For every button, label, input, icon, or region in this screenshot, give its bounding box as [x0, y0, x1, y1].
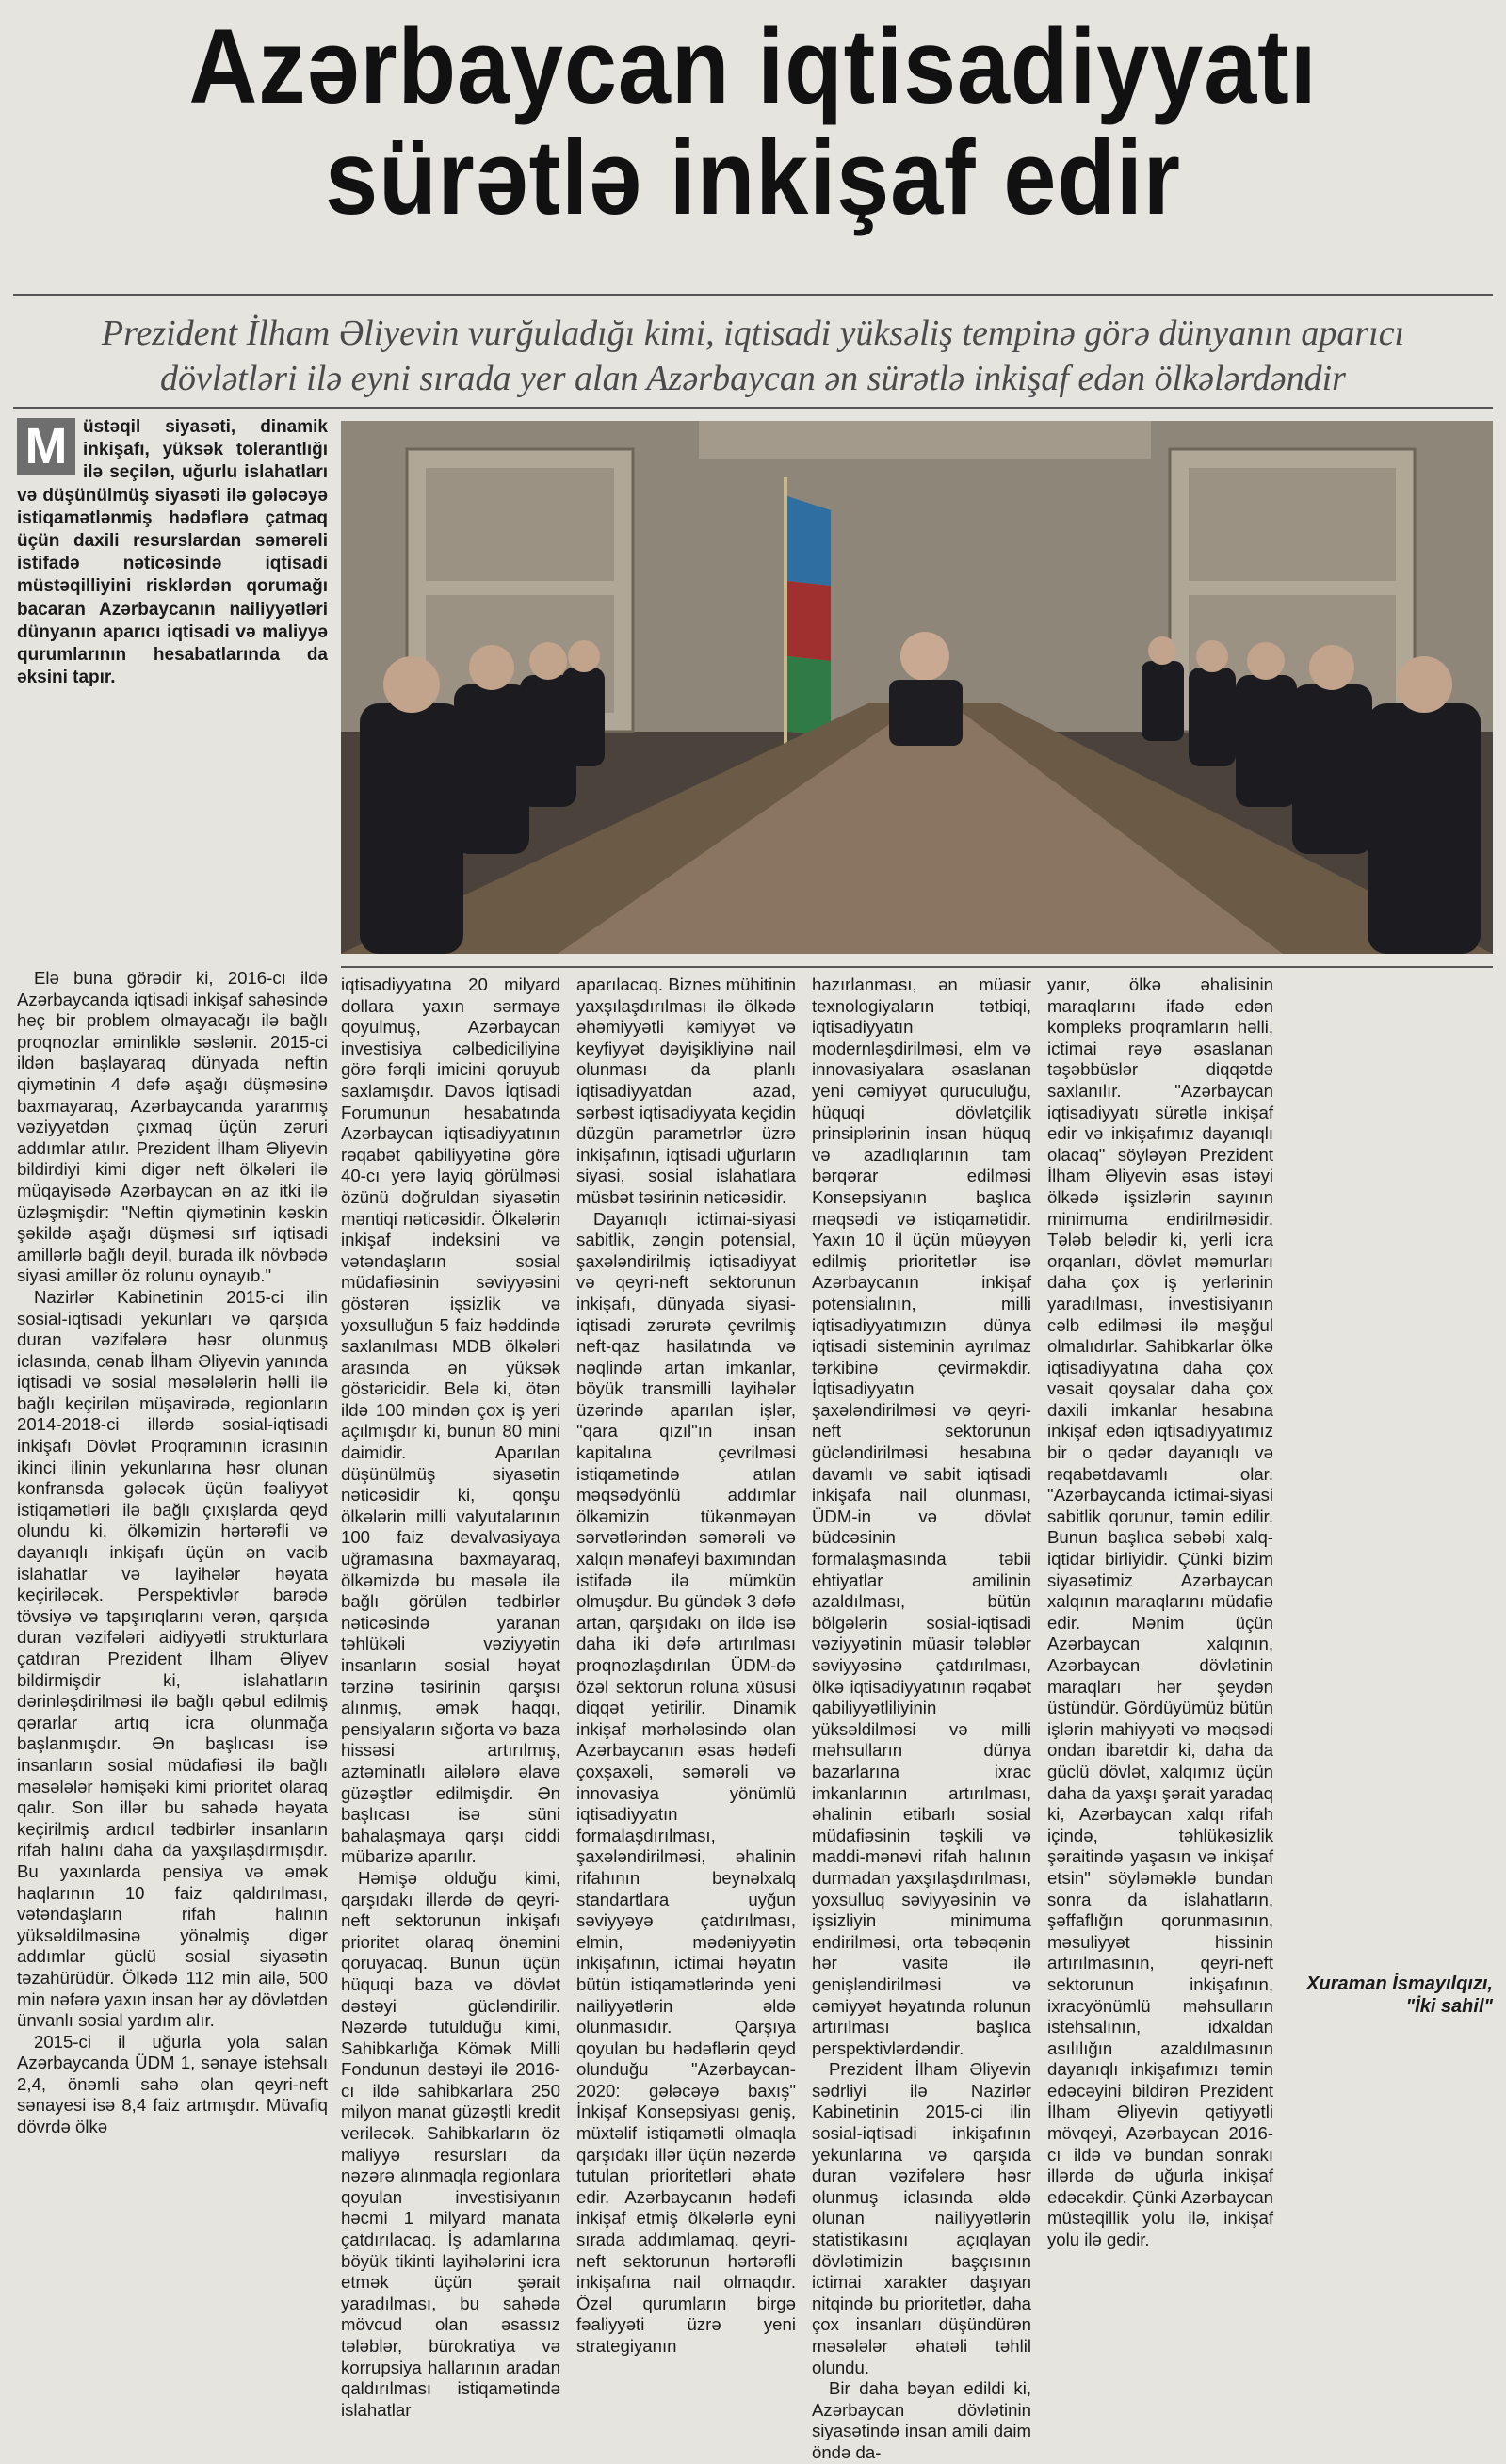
- photo-divider: [341, 966, 1493, 968]
- author-name: Xuraman İsmayılqızı,: [1306, 1973, 1493, 1994]
- top-divider: [13, 294, 1493, 296]
- lead-paragraph: [17, 416, 328, 689]
- column-4-paragraph-1: hazırlanması, ən müasir texnologiyaların tətbiqi, iqtisadiyyatın modernləşdirilməsi, elm və innovasiyalara əsaslanan yeni cəmiyyət quruculuğu, hüquqi dövlətçilik prinsiplərinin insan hüquq və azadlıqlarının tam bərqərar edilməsi Konsepsiyanın başlıca məqsədi və istiqamətidir. Yaxın 10 il üçün müəyyən edilmiş prioritetlər isə Azərbaycanın inkişaf potensialının, milli iqtisadiyyatımızın dünya iqtisadi sisteminin ayrılmaz tərkibinə çevirməkdir. İqtisadiyyatın şaxələndirilməsi və qeyri-neft sektorunun gücləndirilməsi hesabına davamlı və sabit iqtisadi inkişafa nail olunması, ÜDM-in və dövlət büdcəsinin formalaşmasında təbii ehtiyatlar amilinin azaldılması, bütün bölgələrin sosial-iqtisadi vəziyyətinin müasir tələblər səviyyəsinə çatdırılması, ölkə iqtisadiyyatının rəqabət qabiliyyətliliyinin yüksəldilməsi və milli məhsulların dünya bazarlarına ixrac imkanlarının artırılması, əhalinin etibarlı sosial müdafiəsinin təşkili və maddi-mənəvi rifah halının durmadan yaxşılaşdırılması, yoxsulluq səviyyəsinin və işsizliyin minimuma endirilməsi, orta təbəqənin hər vasitə ilə genişləndirilməsi və cəmiyyət həyatında rolunun artırılması başlıca perspektivlərdəndir.: [812, 974, 1031, 2058]
- subheadline: [19, 311, 1487, 401]
- column-2-paragraph-1: iqtisadiyyatına 20 milyard dollara yaxın sərmayə qoyulmuş, Azərbaycan investisiya cəlbediciliyinə görə fərqli imicini qoruyub saxlamışdır. Davos İqtisadi Forumunun hesabatında Azərbaycan iqtisadiyyatının rəqabət qabiliyyətinə görə 40-cı yerə layiq görülməsi özünü doğruldan siyasətin məntiqi nəticəsidir. Ölkələrin inkişaf indeksini və vətəndaşların sosial müdafiəsinin səviyyəsini göstərən işsizlik və yoxsulluğun 5 faiz həddində saxlanılması MDB ölkələri arasında ən yüksək göstəricidir. Belə ki, ötən ildə 100 mindən çox iş yeri açılmışdır ki, bunun 80 mini daimidir. Aparılan düşünülmüş siyasətin nəticəsidir ki, qonşu ölkələrin milli valyutalarının 100 faiz devalvasiyaya uğramasına baxmayaraq, ölkəmizdə bu məsələ ilə bağlı görülən tədbirlər nəticəsində yaranan təhlükəli vəziyyətin insanların sosial həyat tərzinə təsirinin qarşısı alınmış, əmək haqqı, pensiyaların sığorta və baza hissəsi artırılmış, aztəminatlı ailələrə əlavə güzəştlər edilmişdir. Ən başlıcası isə süni bahalaşmaya qarşı ciddi mübarizə aparılır.: [341, 974, 560, 1867]
- headline-line-1: Azərbaycan iqtisadiyyatı: [188, 8, 1318, 125]
- column-2-paragraph-2: Həmişə olduğu kimi, qarşıdakı illərdə də qeyri-neft sektorunun inkişafı prioritet olaraq önəmini qoruyacaq. Bunun üçün hüquqi baza və dövlət dəstəyi gücləndirilir. Nəzərdə tutulduğu kimi, Sahibkarlığa Kömək Milli Fondunun dəstəyi ilə 2016-cı ildə sahibkarlara 250 milyon manat güzəştli kredit veriləcək. Sahibkarların öz maliyyə resursları da nəzərə alınmaqla regionlara qoyulan investisiyanın həcmi 1 milyard manata çatdırılacaq. İş adamlarına böyük tikinti layihələrini icra etmək üçün şərait yaradılması, bu sahədə mövcud olan əsassız tələblər, bürokratiya və korrupsiya hallarının aradan qaldırılması istiqamətində islahatlar: [341, 1867, 560, 2420]
- column-1-paragraph-2: Nazirlər Kabinetinin 2015-ci ilin sosial-iqtisadi yekunları və qarşıda duran vəzifələrə həsr olunmuş iclasında, cənab İlham Əliyevin yanında iqtisadi və sosial məsələlərin həlli ilə bağlı keçirilən müşavirədə, regionların 2014-2018-ci illərdə sosial-iqtisadi inkişafı Dövlət Proqramının icrasının ikinci ilinin yekunlarına həsr olunan konfransda gələcək üçün fəaliyyət istiqamətləri ilə bağlı çıxışlarda qeyd olundu ki, ölkəmizin hərtərəfli və dayanıqlı inkişafı üçün ən vacib islahatlar və layihələr həyata keçiriləcək. Perspektivlər barədə tövsiyə və tapşırıqlarını verən, qarşıda duran vəzifələri aidiyyətli strukturlara çatdıran Prezident İlham Əliyev bildirmişdir ki, islahatların dərinləşdirilməsi ilə bağlı qəbul edilmiş qərarlar artıq icra olunmağa başlanmışdır. Ən başlıcası isə insanların sosial müdafiəsi ilə bağlı məsələlər həmişəki kimi prioritet olaraq qalır. Son illər bu sahədə həyata keçirilmiş ardıcıl tədbirlər insanların rifah halını daha da yaxşılaşdırmışdır. Bu yaxınlarda pensiya və əmək haqlarının 10 faiz qaldırılması, vətəndaşların rifah halının yüksəldilməsinə yönəlmiş digər addımlar güclü sosial siyasətin təzahürüdür. Ölkədə 112 min ailə, 500 min nəfərə yaxın insan hər ay dövlətdən ünvanlı sosial yardım alır.: [17, 1286, 328, 2031]
- headline: [75, 8, 1431, 236]
- column-3: [576, 974, 796, 2358]
- column-5: [1047, 974, 1273, 2251]
- headline-line-2: sürətlə inkişaf edir: [325, 119, 1181, 236]
- subheadline-line-2: dövlətləri ilə eyni sırada yer alan Azərbaycan ən sürətlə inkişaf edən ölkələrdəndir: [160, 359, 1346, 398]
- subhead-divider: [13, 407, 1493, 409]
- lead-text: üstəqil siyasəti, dinamik inkişafı, yüksək tolerantlığı ilə seçilən, uğurlu islahatları və düşünülmüş siyasəti ilə gələcəyə istiqamətlənmiş hədəflərə çatmaq üçün daxili resurslardan səmərəli istifadə nəticəsində iqtisadi müstəqilliyini risklərdən qorumağı bacaran Azərbaycanın nailiyyətləri dünyanın aparıcı iqtisadi və maliyyə qurumlarının hesabatlarında da əksini tapır.: [17, 417, 328, 688]
- subheadline-line-1: Prezident İlham Əliyevin vurğuladığı kimi, iqtisadi yüksəliş tempinə görə dünyanın aparıcı: [101, 314, 1405, 353]
- column-5-paragraph-1: yanır, ölkə əhalisinin maraqlarını ifadə edən kompleks proqramların həlli, ictimai rəyə əsaslanan təşəbbüslər diqqətdə saxlanılır. "Azərbaycan iqtisadiyyatı sürətlə inkişaf edir və inkişafımız dayanıqlı olacaq" söyləyən Prezident İlham Əliyevin əsas istəyi ölkədə işsizlərin sayının minimuma endirilməsidir. Tələb belədir ki, yerli icra orqanları, dövlət məmurları daha çox iş yerlərinin yaradılması, investisiyanın cəlb edilməsi ilə məşğul olmalıdırlar. Sahibkarlar ölkə iqtisadiyyatına daha çox vəsait qoysalar daha çox daxili imkanlar hesabına inkişaf edən iqtisadiyyatımız bir o qədər dayanıqlı və rəqabətdavamlı olar. "Azərbaycanda ictimai-siyasi sabitlik qorunur, təmin edilir. Bunun başlıca səbəbi xalq-iqtidar birliyidir. Çünki bizim siyasətimiz Azərbaycan xalqının maraqlarını müdafiə edir. Mənim üçün Azərbaycan xalqının, Azərbaycan dövlətinin maraqları hər şeydən üstündür. Gördüyümüz bütün işlərin mahiyyəti və məqsədi ondan ibarətdir ki, daha da güclü dövlət, xalqımız üçün daha da yaxşı şərait yaradaq ki, Azərbaycan xalqı rifah içində, təhlükəsizlik şəraitində yaşasın və inkişaf etsin" söyləməklə bundan sonra da islahatların, şəffaflığın qorunmasının, məsuliyyət hissinin artırılmasının, qeyri-neft sektorunun inkişafının, ixracyönümlü məhsulların istehsalının, idxaldan asılılığın azaldılmasının dayanıqlı inkişafımızı təmin edəcəyini bildirən Prezident İlham Əliyevin qətiyyətli mövqeyi, Azərbaycan 2016-cı ildə və bundan sonrakı illərdə də uğurla inkişaf edəcəkdir. Çünki Azərbaycan müstəqillik yolu ilə, inkişaf yolu ilə gedir.: [1047, 974, 1273, 2250]
- column-4: [812, 974, 1031, 2464]
- author-outlet: "İki sahil": [1405, 1996, 1493, 2017]
- column-3-paragraph-2: Dayanıqlı ictimai-siyasi sabitlik, zəngin potensial, şaxələndirilmiş iqtisadiyyat və qeyri-neft sektorunun inkişafı, dünyada siyasi-iqtisadi zərurətə çevrilmiş neft-qaz hasilatında və nəqlində artan imkanlar, böyük transmilli layihələr üzərində aparılan işlər, "qara qızıl"ın insan kapitalına çevrilməsi istiqamətində atılan məqsədyönlü addımlar ölkəmizin tükənməyən sərvətlərindən səmərəli və xalqın mənafeyi baxımından istifadə ilə mümkün olmuşdur. Bu gündək 3 dəfə artan, qarşıdakı on ildə isə daha iki dəfə artırılması proqnozlaşdırılan ÜDM-də özəl sektorun roluna xüsusi diqqət yetirilir. Dinamik inkişaf mərhələsində olan Azərbaycanın əsas hədəfi çoxşaxəli, səmərəli və innovasiya yönümlü iqtisadiyyatın formalaşdırılması, şaxələndirilməsi, əhalinin rifahının beynəlxalq standartlara uyğun səviyyəyə çatdırılması, elmin, mədəniyyətin inkişafının, ictimai həyatın bütün istiqamətlərində yeni nailiyyətlərin əldə olunmasıdır. Qarşıya qoyulan bu hədəflərin qeyd olunduğu "Azərbaycan- 2020: gələcəyə baxış" İnkişaf Konsepsiyası geniş, müxtəlif istiqamətli olmaqla qarşıdakı illər üçün nəzərdə tutulan prioritetləri əhatə edir. Azərbaycanın hədəfi inkişaf etmiş ölkələrlə eyni sırada addımlamaq, qeyri-neft sektorunun hərtərəfli inkişafına nail olmaqdır. Özəl qurumların birgə fəaliyyəti üzrə yeni strategiyanın: [576, 1208, 796, 2356]
- drop-cap: M: [17, 418, 75, 475]
- author-signature: [1224, 1973, 1493, 2018]
- column-1-paragraph-3: 2015-ci il uğurla yola salan Azərbaycanda ÜDM 1, sənaye istehsalı 2,4, önəmli sahə olan qeyri-neft sənayesi isə 8,4 faiz artmışdır. Müvafiq dövrdə ölkə: [17, 2031, 328, 2137]
- column-4-paragraph-3: Bir daha bəyan edildi ki, Azərbaycan dövlətinin siyasətində insan amili daim öndə da-: [812, 2378, 1031, 2462]
- cabinet-meeting-photo: [341, 421, 1493, 954]
- column-4-paragraph-2: Prezident İlham Əliyevin sədrliyi ilə Nazirlər Kabinetinin 2015-ci ilin sosial-iqtisadi inkişafının yekunlarına və qarşıda duran vəzifələrə həsr olunmuş iclasında əldə olunan nailiyyətlərin statistikasını açıqlayan dövlətimizin başçısının ictimai xarakter daşıyan nitqində bu prioritetlər, daha çox insanları düşündürən məsələlər əhatəli təhlil olundu.: [812, 2059, 1031, 2377]
- column-1: [17, 968, 328, 2138]
- column-2: [341, 974, 560, 2421]
- column-3-paragraph-1: aparılacaq. Biznes mühitinin yaxşılaşdırılması ilə ölkədə əhəmiyyətli kəmiyyət və keyfiyyət dəyişikliyinə nail olunması da planlı iqtisadiyyatdan azad, sərbəst iqtisadiyyata keçidin düzgün parametrlər üzrə inkişafının, iqtisadi uğurların siyasi, sosial islahatlara müsbət təsirinin nəticəsidir.: [576, 974, 796, 1207]
- photo-illustration: [341, 421, 1493, 954]
- column-1-paragraph-1: Elə buna görədir ki, 2016-cı ildə Azərbaycanda iqtisadi inkişaf sahəsində heç bir problem olmayacağı ilə bağlı proqnozlar əminliklə səslənir. 2015-ci ildən başlayaraq dünyada neftin qiymətinin 4 dəfə aşağı düşməsinə baxmayaraq, Azərbaycanda yaranmış vəziyyətdən çıxmaq üçün zəruri addımlar atılır. Prezident İlham Əliyevin bildirdiyi kimi digər neft ölkələri ilə müqayisədə Azərbaycan ən az itki ilə üzləşmişdir: "Neftin qiymətinin kəskin şəkildə aşağı düşməsi sırf iqtisadi amillərlə bağlı deyil, burada ilk növbədə siyasi amillər öz rolunu oynayıb.": [17, 968, 328, 1286]
